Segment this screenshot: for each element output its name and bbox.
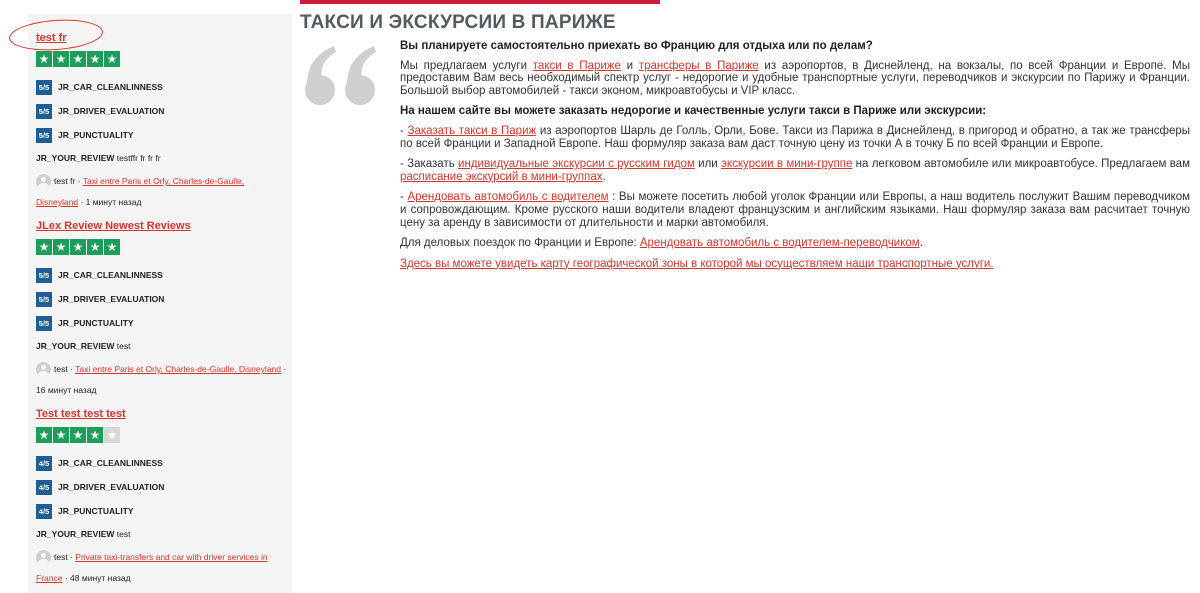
criterion-name: JR_DRIVER_EVALUATION xyxy=(58,294,165,304)
star-rating xyxy=(36,51,288,68)
hand-drawn-circle-annotation xyxy=(8,17,104,53)
your-review xyxy=(36,151,288,165)
criterion-name: JR_DRIVER_EVALUATION xyxy=(58,482,165,492)
star-filled-icon: ★ xyxy=(87,51,103,67)
star-rating xyxy=(36,427,288,444)
criterion-row xyxy=(36,77,288,97)
criterion-row xyxy=(36,289,288,309)
star-filled-icon: ★ xyxy=(104,51,120,67)
criterion-row xyxy=(36,101,288,121)
criterion-row xyxy=(36,265,288,285)
your-review-label: JR_YOUR_REVIEW xyxy=(36,153,115,163)
review-title-link[interactable]: JLex Review Newest Reviews xyxy=(36,220,191,232)
excursions-schedule-link[interactable]: расписание экскурсий в мини-группах xyxy=(400,170,603,183)
criterion-row xyxy=(36,477,288,497)
text: или xyxy=(694,158,722,171)
text: - xyxy=(400,191,408,204)
criterion-row xyxy=(36,125,288,145)
text: и xyxy=(620,59,639,72)
taxi-paris-link[interactable]: такси в Париже xyxy=(532,59,621,72)
page-title: ТАКСИ И ЭКСКУРСИИ В ПАРИЖЕ xyxy=(300,12,616,33)
criterion-name: JR_CAR_CLEANLINNESS xyxy=(58,82,163,92)
star-filled-icon: ★ xyxy=(53,51,69,67)
criterion-name: JR_PUNCTUALITY xyxy=(58,318,134,328)
review-meta xyxy=(36,171,288,213)
text: . xyxy=(602,170,606,183)
transfers-paris-link[interactable]: трансферы в Париже xyxy=(638,59,759,72)
star-filled-icon: ★ xyxy=(70,239,86,255)
text: : Вы можете посетить любой уголок Франции или Европы, а наш водитель послужит Вашим переводчиком и сопровождающим. Кроме русского наши водители владеют французским и английским языками. Наш формуляр заказа вам расчитает точную цену за аренду в зависимости от длительности и марки автомобиля. xyxy=(400,191,1191,229)
text: - Заказать xyxy=(400,158,459,171)
author-name: test fr xyxy=(54,176,76,186)
review-title-link[interactable]: Test test test test xyxy=(36,408,126,420)
meta-separator: · xyxy=(70,364,73,374)
score-badge: 5/5 xyxy=(36,292,52,307)
review-card xyxy=(36,28,288,213)
score-badge: 5/5 xyxy=(36,128,52,143)
review-card xyxy=(36,216,288,401)
reviewed-item-link[interactable]: Taxi entre Paris et Orly, Charles-de-Gaulle, Disneyland xyxy=(36,176,245,207)
review-card xyxy=(36,404,288,589)
criterion-name: JR_PUNCTUALITY xyxy=(58,506,134,516)
group-excursions-link[interactable]: экскурсии в мини-группе xyxy=(721,158,853,171)
rent-car-interpreter-link[interactable]: Арендовать автомобиль с водителем-переводчиком xyxy=(639,237,920,250)
score-badge: 4/5 xyxy=(36,480,52,495)
score-badge: 5/5 xyxy=(36,104,52,119)
star-filled-icon: ★ xyxy=(70,51,86,67)
author-name: test xyxy=(54,552,68,562)
star-filled-icon: ★ xyxy=(87,427,103,443)
car-rental-paragraph xyxy=(400,191,1190,229)
rent-car-driver-link[interactable]: Арендовать автомобиль с водителем xyxy=(407,191,609,204)
star-filled-icon: ★ xyxy=(36,427,52,443)
excursions-paragraph xyxy=(400,158,1190,183)
review-meta xyxy=(36,547,288,589)
reviews-sidebar xyxy=(28,14,292,593)
your-review xyxy=(36,527,288,541)
criterion-row xyxy=(36,501,288,521)
text: Мы предлагаем услуги xyxy=(400,59,533,72)
criterion-row xyxy=(36,453,288,473)
your-review xyxy=(36,339,288,353)
private-excursions-link[interactable]: индивидуальные экскурсии с русским гидом xyxy=(458,158,695,171)
star-rating xyxy=(36,239,288,256)
text: из аэропортов Шарль де Голль, Орли, Бове. Такси из Парижа в Диснейленд, в пригород и обратно, а так же трансферы по всей Франции и Западной Европе. Наш формуляр заказа вам даст точную цену из точки А в точку Б по всей Франции и Европе. xyxy=(400,124,1190,150)
criterion-name: JR_CAR_CLEANLINNESS xyxy=(58,458,163,468)
quote-icon xyxy=(300,42,388,114)
order-taxi-link[interactable]: Заказать такси в Париж xyxy=(407,124,537,137)
main-content xyxy=(400,40,1190,278)
review-title-link[interactable]: test fr xyxy=(36,32,67,44)
service-area-map-link[interactable]: Здесь вы можете увидеть карту географической зоны в которой мы осуществляем наши транспортные услуги. xyxy=(400,257,994,270)
score-badge: 4/5 xyxy=(36,456,52,471)
intro-question: Вы планируете самостоятельно приехать во Францию для отдыха или по делам? xyxy=(400,40,873,52)
criterion-name: JR_PUNCTUALITY xyxy=(58,130,134,140)
score-badge: 5/5 xyxy=(36,80,52,95)
criterion-name: JR_CAR_CLEANLINNESS xyxy=(58,270,163,280)
intro-paragraph xyxy=(400,60,1190,98)
your-review-label: JR_YOUR_REVIEW xyxy=(36,529,115,539)
star-filled-icon: ★ xyxy=(70,427,86,443)
user-avatar-icon xyxy=(36,362,51,377)
your-review-text: test xyxy=(116,529,131,539)
review-time: · 48 минут назад xyxy=(64,573,131,583)
text: - xyxy=(400,124,408,137)
business-trips-paragraph xyxy=(400,237,1190,250)
criterion-row xyxy=(36,313,288,333)
score-badge: 5/5 xyxy=(36,316,52,331)
score-badge: 5/5 xyxy=(36,268,52,283)
order-taxi-paragraph xyxy=(400,125,1190,150)
meta-separator: · xyxy=(70,552,73,562)
text: . xyxy=(919,237,923,250)
star-filled-icon: ★ xyxy=(53,427,69,443)
text: на легковом автомобиле или микроавтобусе. Предлагаем вам xyxy=(852,158,1190,171)
reviewed-item-link[interactable]: Private taxi-transfers and car with driver services in France xyxy=(36,552,268,583)
star-filled-icon: ★ xyxy=(36,239,52,255)
star-filled-icon: ★ xyxy=(36,51,52,67)
text: Для деловых поездок по Франции и Европе: xyxy=(400,237,640,250)
star-filled-icon: ★ xyxy=(104,239,120,255)
star-filled-icon: ★ xyxy=(87,239,103,255)
user-avatar-icon xyxy=(36,550,51,565)
review-time: · 1 минут назад xyxy=(80,197,142,207)
text: из аэропортов, в Диснейленд, на вокзалы, по всей Франции и Европе. Мы предоставим Вам весь необходимый спектр услуг - недорогие и удобные транспортные услуги, переводчиков и экскурсии по Парижу и Франции. Большой выбор автомобилей - такси эконом, микроавтобусы и VIP класс. xyxy=(400,59,1190,97)
reviewed-item-link[interactable]: Taxi entre Paris et Orly, Charles-de-Gaulle, Disneyland xyxy=(75,364,281,374)
map-paragraph xyxy=(400,258,1190,271)
your-review-label: JR_YOUR_REVIEW xyxy=(36,341,115,351)
your-review-text: testffr fr fr fr xyxy=(116,153,161,163)
review-time: · 16 минут назад xyxy=(36,364,287,395)
score-badge: 4/5 xyxy=(36,504,52,519)
star-empty-icon: ★ xyxy=(104,427,120,443)
your-review-text: test xyxy=(116,341,131,351)
services-subheading: На нашем сайте вы можете заказать недорогие и качественные услуги такси в Париже или экскурсии: xyxy=(400,105,987,118)
title-accent-bar xyxy=(300,0,660,4)
review-meta xyxy=(36,359,288,401)
user-avatar-icon xyxy=(36,174,51,189)
author-name: test xyxy=(54,364,68,374)
star-filled-icon: ★ xyxy=(53,239,69,255)
criterion-name: JR_DRIVER_EVALUATION xyxy=(58,106,165,116)
meta-separator: · xyxy=(77,176,81,186)
